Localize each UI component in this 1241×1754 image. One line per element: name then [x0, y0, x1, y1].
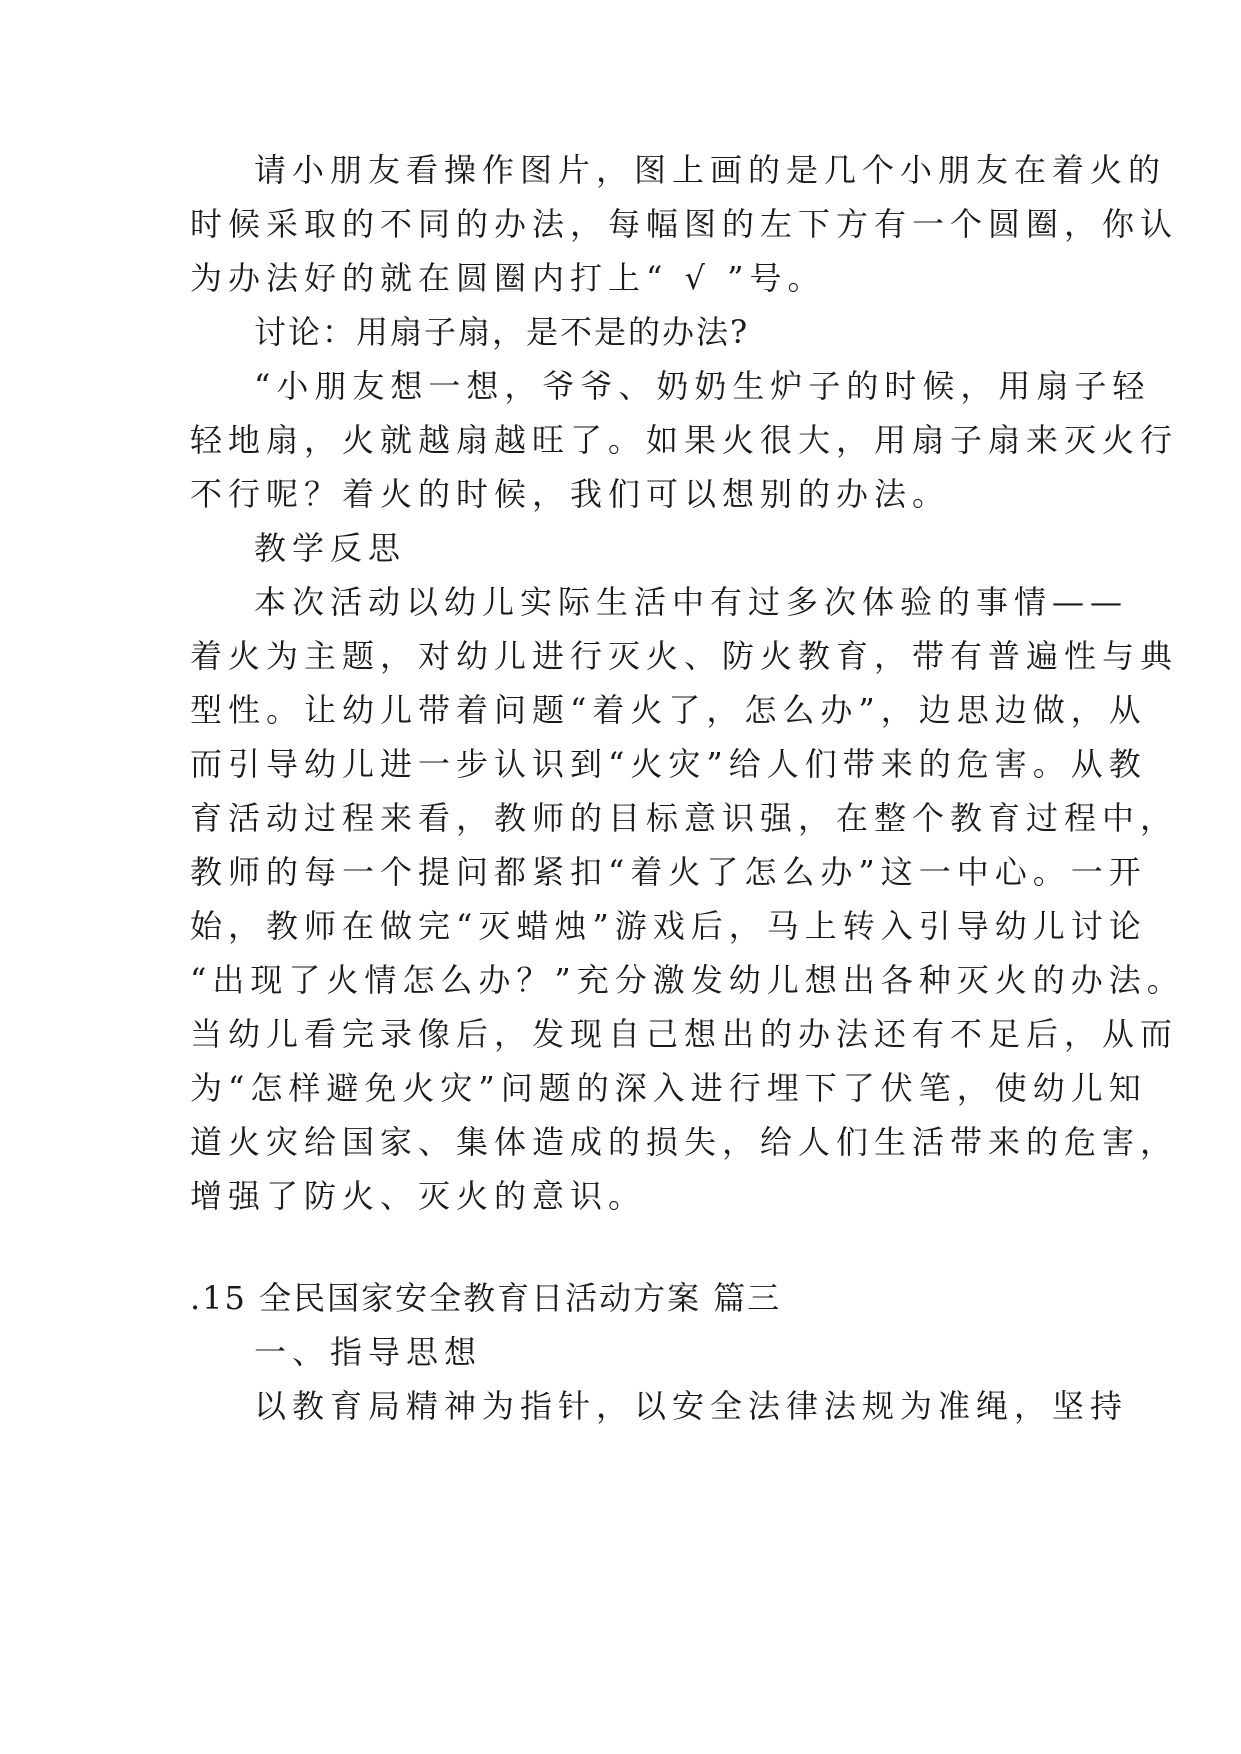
paragraph-line: “小朋友想一想，爷爷、奶奶生炉子的时候，用扇子轻	[254, 367, 1151, 405]
paragraph-line: 增强了防火、灭火的意识。	[190, 1177, 647, 1215]
paragraph-line: 请小朋友看操作图片，图上画的是几个小朋友在着火的	[254, 151, 1167, 189]
section-heading: .15 全民国家安全教育日活动方案 篇三	[190, 1279, 782, 1317]
paragraph-line: 始，教师在做完“灭蜡烛”游戏后，马上转入引导幼儿讨论	[190, 907, 1147, 945]
paragraph-line: 而引导幼儿进一步认识到“火灾”给人们带来的危害。从教	[190, 745, 1147, 783]
paragraph-line: 教师的每一个提问都紧扣“着火了怎么办”这一中心。一开	[190, 853, 1147, 891]
paragraph-line: 型性。让幼儿带着问题“着火了，怎么办”，边思边做，从	[190, 691, 1147, 729]
paragraph-line: 本次活动以幼儿实际生活中有过多次体验的事情——	[254, 583, 1129, 621]
paragraph-line: 时候采取的不同的办法，每幅图的左下方有一个圆圈，你认	[190, 205, 1179, 243]
paragraph-line: 育活动过程来看，教师的目标意识强，在整个教育过程中，	[190, 799, 1179, 837]
paragraph-line: 道火灾给国家、集体造成的损失，给人们生活带来的危害，	[190, 1123, 1179, 1161]
paragraph-line: 为“怎样避免火灾”问题的深入进行埋下了伏笔，使幼儿知	[190, 1069, 1147, 1107]
paragraph-line: “出现了火情怎么办？”充分激发幼儿想出各种灭火的办法。	[190, 961, 1185, 999]
paragraph-line: 不行呢？着火的时候，我们可以想别的办法。	[190, 475, 951, 513]
paragraph-line: 轻地扇，火就越扇越旺了。如果火很大，用扇子扇来灭火行	[190, 421, 1179, 459]
subheading: 一、指导思想	[254, 1333, 483, 1371]
paragraph-line: 为办法好的就在圆圈内打上“ √ ”号。	[190, 259, 826, 297]
paragraph-line: 当幼儿看完录像后，发现自己想出的办法还有不足后，从而	[190, 1015, 1179, 1053]
discussion-line: 讨论：用扇子扇，是不是的办法?	[254, 313, 750, 351]
paragraph-line: 着火为主题，对幼儿进行灭火、防火教育，带有普遍性与典	[190, 637, 1179, 675]
reflection-title: 教学反思	[254, 529, 407, 567]
paragraph-line: 以教育局精神为指针，以安全法律法规为准绳，坚持	[254, 1387, 1129, 1425]
